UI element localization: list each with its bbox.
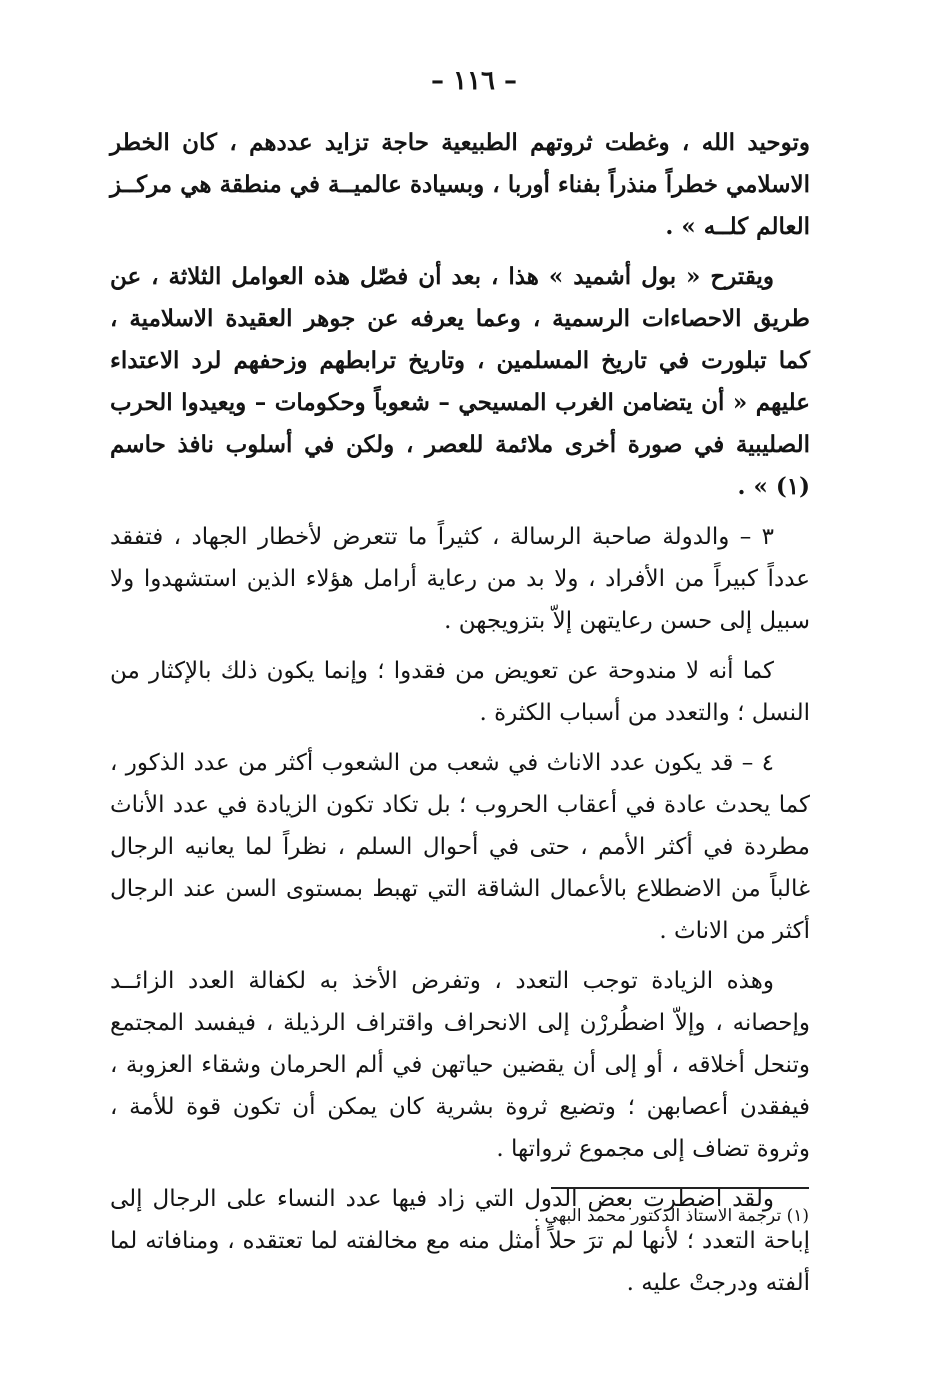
footnote-divider [551,1187,809,1189]
page-number: – ١١٦ – [430,66,518,96]
body-text [110,122,810,1312]
paragraph-2: ويقترح « بول أشميد » هذا ، بعد أن فصّل هذه العوامل الثلاثة ، عن طريق الاحصاءات الرسمية ، وعما يعرفه عن جوهر العقيدة الاسلامية ، كما تبلورت في تاريخ المسلمين ، وتاريخ ترابطهم وزحفهم لرد الاعتداء عليهم « أن يتضامن الغرب المسيحي – شعوباً وحكومات – ويعيدوا الحرب الصليبية في صورة أخرى ملائمة للعصر ، ولكن في أسلوب نافذ حاسم (١) » . [110,263,810,500]
paragraph-1: وتوحيد الله ، وغطت ثروتهم الطبيعية حاجة تزايد عددهم ، كان الخطر الاسلامي خطراً منذراً بفناء أوربا ، وبسيادة عالميــة في منطقة هي مركــز العالم كلــه » . [110,129,810,240]
paragraph-5: ٤ – قد يكون عدد الاناث في شعب من الشعوب أكثر من عدد الذكور ، كما يحدث عادة في أعقاب الحروب ؛ بل تكاد تكون الزيادة في عدد الأناث مطردة في أكثر الأمم ، حتى في أحوال السلم ، نظراً لما يعانيه الرجال غالباً من الاضطلاع بالأعمال الشاقة التي تهبط بمستوى السن عند الرجال أكثر من الاناث . [110,750,810,944]
paragraph-4: كما أنه لا مندوحة عن تعويض من فقدوا ؛ وإنما يكون ذلك بالإكثار من النسل ؛ والتعدد من أسباب الكثرة . [110,658,810,726]
paragraph-6: وهذه الزيادة توجب التعدد ، وتفرض الأخذ به لكفالة العدد الزائــد وإحصانه ، وإلاّ اضطُررْن إلى الانحراف واقتراف الرذيلة ، فيفسد المجتمع وتنحل أخلاقه ، أو إلى أن يقضين حياتهن في ألم الحرمان وشقاء العزوبة ، فيفقدن أعصابهن ؛ وتضيع ثروة بشرية كان يمكن أن تكون قوة للأمة ، وثروة تضاف إلى مجموع ثرواتها . [110,968,810,1162]
footnote: (١) ترجمة الاستاذ الدكتور محمد البهي . [533,1206,809,1226]
paragraph-7: ولقد اضطرت بعض الدول التي زاد فيها عدد النساء على الرجال إلى إباحة التعدد ؛ لأنها لم ترَ حلاً أمثل منه مع مخالفته لما تعتقده ، ومنافاته لما ألفته ودرجتْ عليه . [110,1186,810,1296]
paragraph-3: ٣ – والدولة صاحبة الرسالة ، كثيراً ما تتعرض لأخطار الجهاد ، فتفقد عدداً كبيراً من الأفراد ، ولا بد من رعاية أرامل هؤلاء الذين استشهدوا ولا سبيل إلى حسن رعايتهن إلاّ بتزويجهن . [110,524,810,634]
